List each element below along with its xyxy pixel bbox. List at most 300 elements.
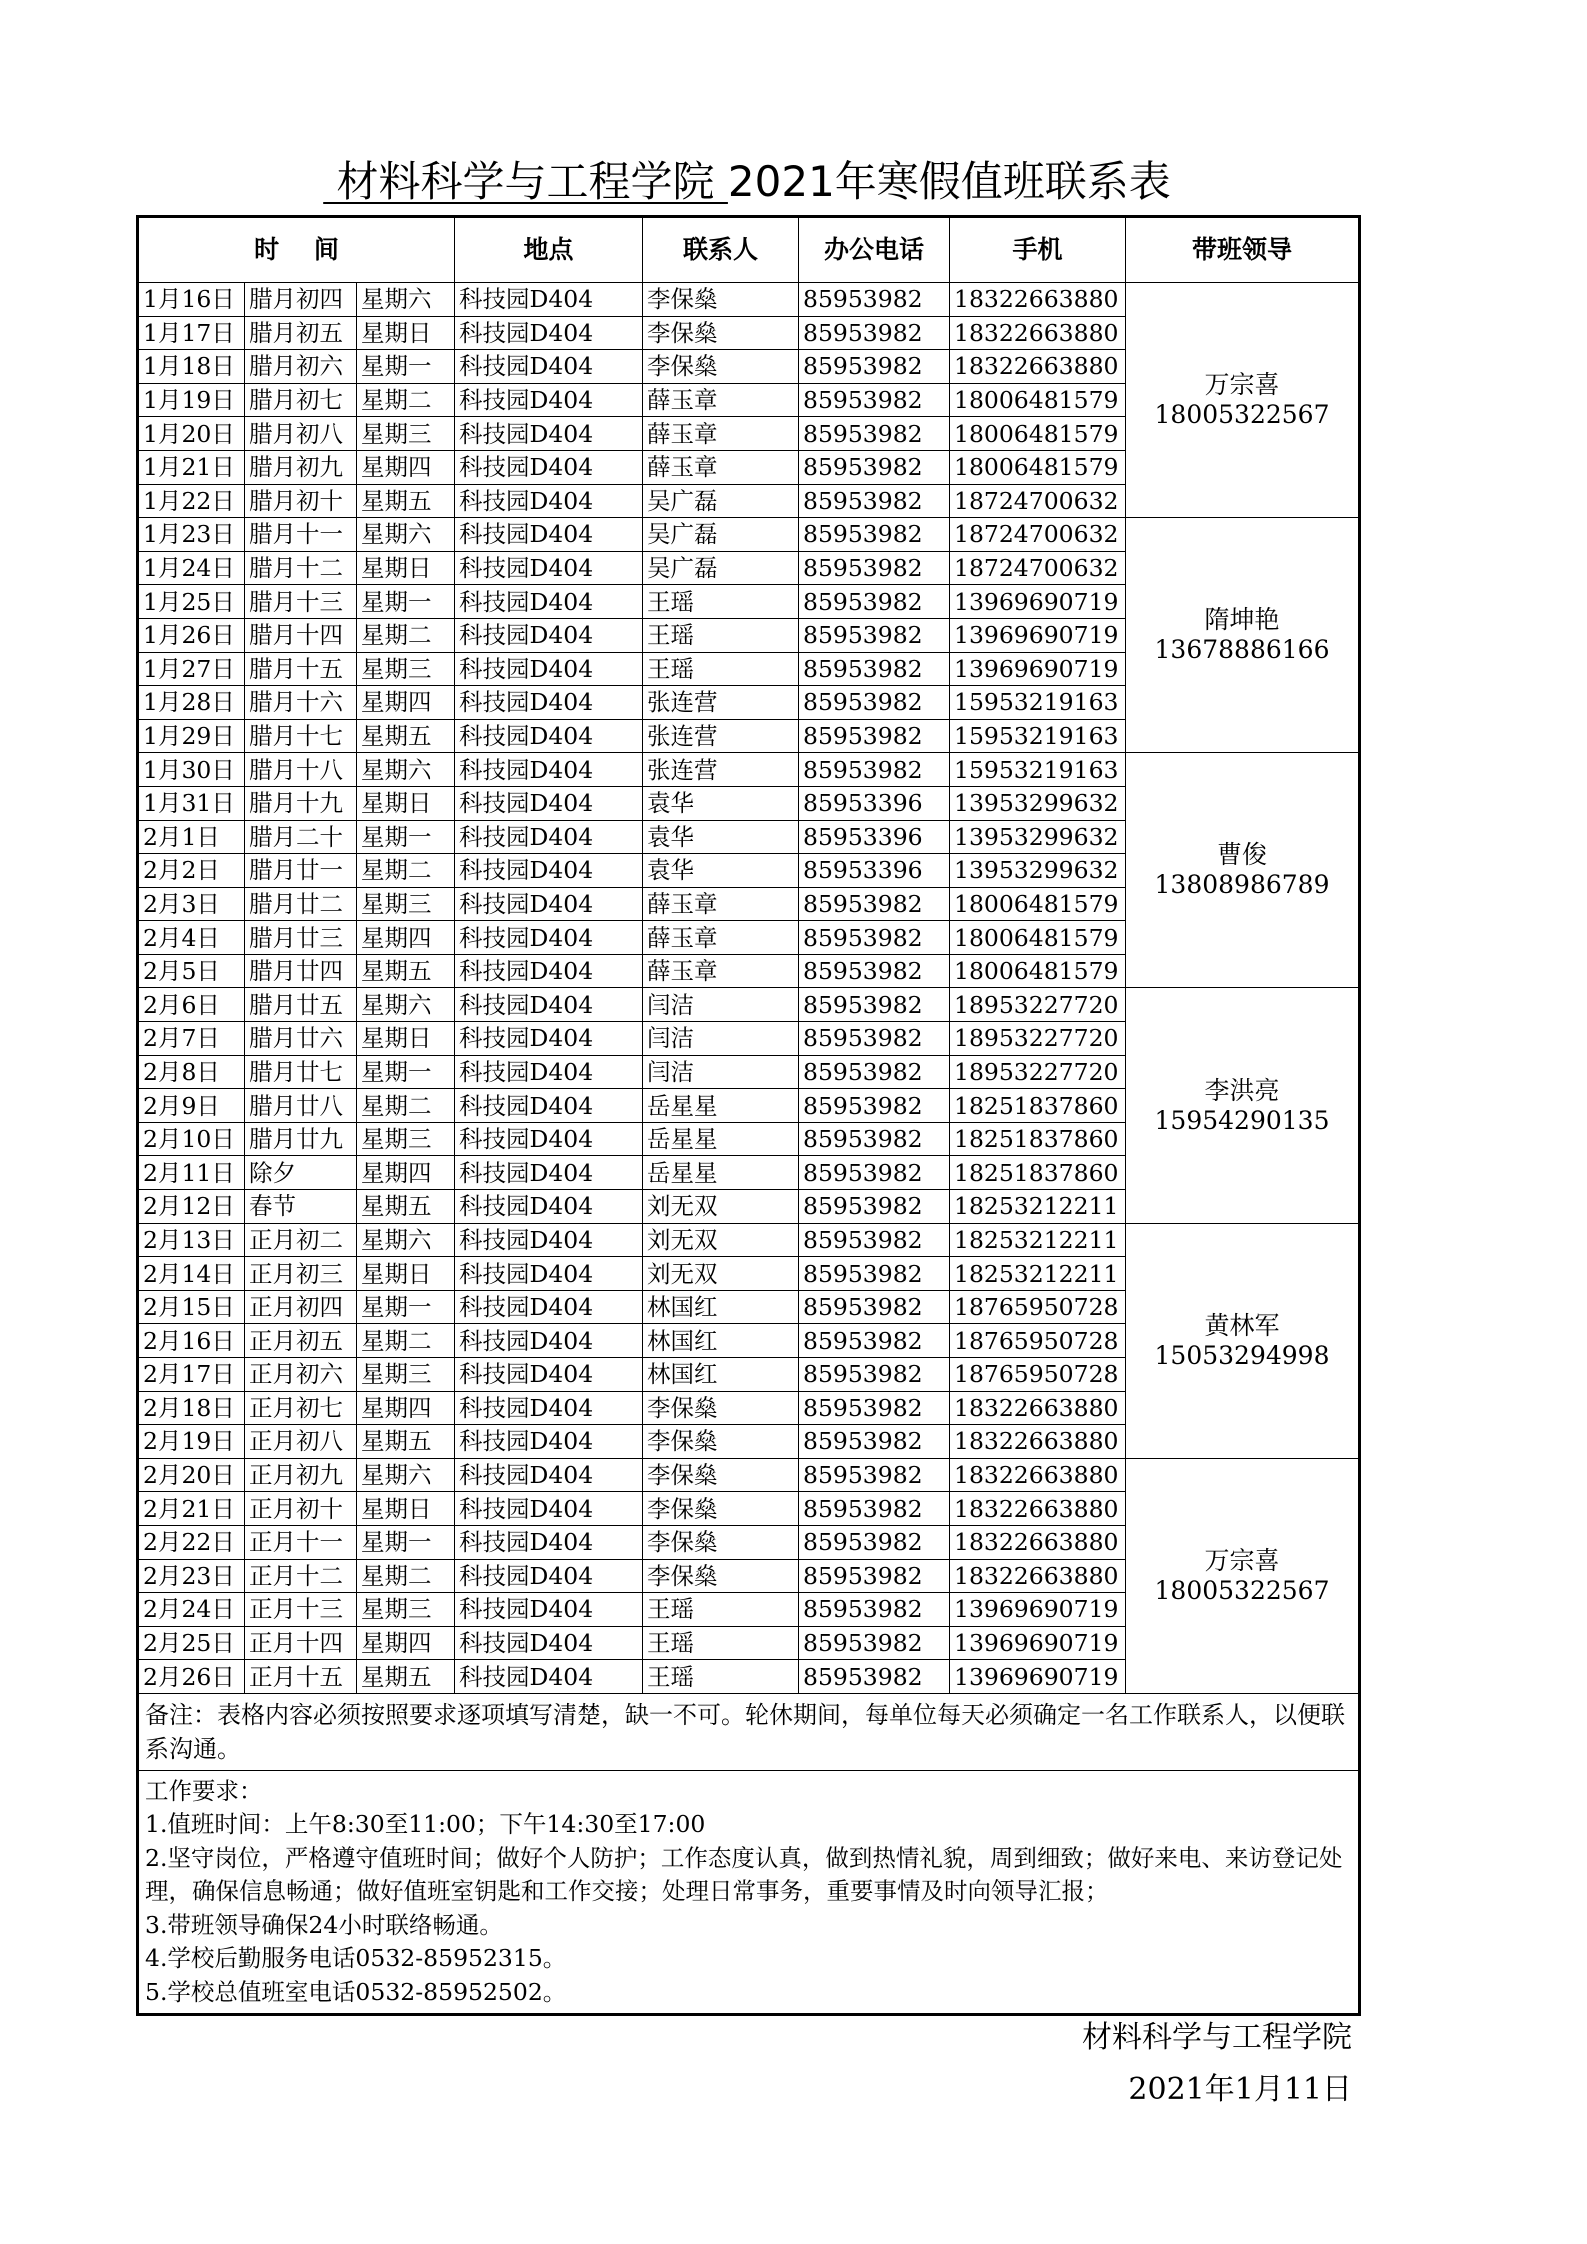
contact-cell: 刘无双 — [643, 1190, 799, 1224]
place-cell: 科技园D404 — [455, 988, 643, 1022]
place-cell: 科技园D404 — [455, 1055, 643, 1089]
date-cell: 1月23日 — [138, 518, 245, 552]
lunar-date-cell: 腊月十四 — [245, 618, 357, 652]
weekday-cell: 星期六 — [357, 518, 455, 552]
place-cell: 科技园D404 — [455, 350, 643, 384]
lunar-date-cell: 腊月廿一 — [245, 854, 357, 888]
office-phone-cell: 85953982 — [799, 1525, 950, 1559]
place-cell: 科技园D404 — [455, 1324, 643, 1358]
lunar-date-cell: 腊月十七 — [245, 719, 357, 753]
contact-cell: 吴广磊 — [643, 551, 799, 585]
office-phone-cell: 85953982 — [799, 719, 950, 753]
office-phone-cell: 85953982 — [799, 921, 950, 955]
contact-cell: 王瑶 — [643, 652, 799, 686]
office-phone-cell: 85953982 — [799, 551, 950, 585]
contact-cell: 李保燊 — [643, 283, 799, 317]
date-cell: 2月17日 — [138, 1358, 245, 1392]
mobile-cell: 18765950728 — [950, 1290, 1126, 1324]
weekday-cell: 星期二 — [357, 1559, 455, 1593]
lunar-date-cell: 正月初三 — [245, 1257, 357, 1291]
place-cell: 科技园D404 — [455, 618, 643, 652]
weekday-cell: 星期五 — [357, 719, 455, 753]
place-cell: 科技园D404 — [455, 719, 643, 753]
lunar-date-cell: 腊月初十 — [245, 484, 357, 518]
date-cell: 2月26日 — [138, 1660, 245, 1694]
requirement-item: 1.值班时间：上午8:30至11:00；下午14:30至17:00 — [145, 1810, 706, 1839]
date-cell: 2月25日 — [138, 1626, 245, 1660]
mobile-cell: 18006481579 — [950, 417, 1126, 451]
weekday-cell: 星期五 — [357, 484, 455, 518]
lunar-date-cell: 腊月十五 — [245, 652, 357, 686]
office-phone-cell: 85953982 — [799, 618, 950, 652]
mobile-cell: 18724700632 — [950, 518, 1126, 552]
date-cell: 2月15日 — [138, 1290, 245, 1324]
office-phone-cell: 85953982 — [799, 585, 950, 619]
weekday-cell: 星期二 — [357, 1324, 455, 1358]
place-cell: 科技园D404 — [455, 1425, 643, 1459]
office-phone-cell: 85953982 — [799, 1660, 950, 1694]
weekday-cell: 星期四 — [357, 1391, 455, 1425]
weekday-cell: 星期四 — [357, 1626, 455, 1660]
header-contact: 联系人 — [643, 217, 799, 283]
office-phone-cell: 85953982 — [799, 450, 950, 484]
lunar-date-cell: 正月十五 — [245, 1660, 357, 1694]
lunar-date-cell: 春节 — [245, 1190, 357, 1224]
leader-phone: 13808986789 — [1154, 870, 1330, 900]
weekday-cell: 星期一 — [357, 350, 455, 384]
leader-name: 李洪亮 — [1204, 1075, 1280, 1105]
lunar-date-cell: 除夕 — [245, 1156, 357, 1190]
date-cell: 1月17日 — [138, 316, 245, 350]
lunar-date-cell: 正月十一 — [245, 1525, 357, 1559]
mobile-cell: 18253212211 — [950, 1257, 1126, 1291]
office-phone-cell: 85953982 — [799, 988, 950, 1022]
mobile-cell: 18724700632 — [950, 484, 1126, 518]
mobile-cell: 18322663880 — [950, 1425, 1126, 1459]
lunar-date-cell: 腊月初五 — [245, 316, 357, 350]
date-cell: 2月14日 — [138, 1257, 245, 1291]
contact-cell: 闫洁 — [643, 1055, 799, 1089]
office-phone-cell: 85953982 — [799, 1223, 950, 1257]
office-phone-cell: 85953982 — [799, 1559, 950, 1593]
office-phone-cell: 85953396 — [799, 786, 950, 820]
office-phone-cell: 85953982 — [799, 1022, 950, 1056]
lunar-date-cell: 腊月十八 — [245, 753, 357, 787]
mobile-cell: 18953227720 — [950, 1022, 1126, 1056]
lunar-date-cell: 腊月初八 — [245, 417, 357, 451]
date-cell: 1月28日 — [138, 686, 245, 720]
place-cell: 科技园D404 — [455, 1559, 643, 1593]
place-cell: 科技园D404 — [455, 518, 643, 552]
table-row — [138, 753, 1360, 787]
contact-cell: 王瑶 — [643, 1626, 799, 1660]
contact-cell: 薛玉章 — [643, 954, 799, 988]
weekday-cell: 星期五 — [357, 1425, 455, 1459]
weekday-cell: 星期四 — [357, 450, 455, 484]
header-time: 时 间 — [138, 217, 455, 283]
lunar-date-cell: 正月十三 — [245, 1593, 357, 1627]
contact-cell: 张连营 — [643, 719, 799, 753]
place-cell: 科技园D404 — [455, 820, 643, 854]
mobile-cell: 18006481579 — [950, 954, 1126, 988]
place-cell: 科技园D404 — [455, 1593, 643, 1627]
lunar-date-cell: 腊月廿六 — [245, 1022, 357, 1056]
date-cell: 2月22日 — [138, 1525, 245, 1559]
weekday-cell: 星期五 — [357, 1660, 455, 1694]
date-cell: 2月16日 — [138, 1324, 245, 1358]
lunar-date-cell: 正月初二 — [245, 1223, 357, 1257]
leader-cell — [1126, 518, 1360, 753]
mobile-cell: 18322663880 — [950, 283, 1126, 317]
leader-phone: 15954290135 — [1154, 1105, 1330, 1135]
weekday-cell: 星期三 — [357, 1358, 455, 1392]
contact-cell: 李保燊 — [643, 350, 799, 384]
lunar-date-cell: 腊月初四 — [245, 283, 357, 317]
date-cell: 1月18日 — [138, 350, 245, 384]
date-cell: 2月5日 — [138, 954, 245, 988]
weekday-cell: 星期三 — [357, 652, 455, 686]
place-cell: 科技园D404 — [455, 854, 643, 888]
contact-cell: 岳星星 — [643, 1156, 799, 1190]
footer-date: 2021年1月11日 — [1128, 2072, 1352, 2107]
office-phone-cell: 85953396 — [799, 854, 950, 888]
date-cell: 2月6日 — [138, 988, 245, 1022]
office-phone-cell: 85953982 — [799, 954, 950, 988]
lunar-date-cell: 腊月二十 — [245, 820, 357, 854]
requirement-item: 2.坚守岗位，严格遵守值班时间；做好个人防护；工作态度认真，做到热情礼貌，周到细致；做好来电、来访登记处理，确保信息畅通；做好值班室钥匙和工作交接；处理日常事务，重要事情及时向领导汇报； — [145, 1843, 1343, 1906]
weekday-cell: 星期一 — [357, 820, 455, 854]
mobile-cell: 18322663880 — [950, 1391, 1126, 1425]
lunar-date-cell: 腊月十三 — [245, 585, 357, 619]
place-cell: 科技园D404 — [455, 921, 643, 955]
duty-table-body — [138, 283, 1360, 1694]
mobile-cell: 18006481579 — [950, 383, 1126, 417]
contact-cell: 王瑶 — [643, 1593, 799, 1627]
lunar-date-cell: 正月十四 — [245, 1626, 357, 1660]
leader-phone: 18005322567 — [1154, 1575, 1330, 1605]
place-cell: 科技园D404 — [455, 417, 643, 451]
contact-cell: 薛玉章 — [643, 450, 799, 484]
mobile-cell: 18953227720 — [950, 988, 1126, 1022]
office-phone-cell: 85953982 — [799, 350, 950, 384]
date-cell: 2月24日 — [138, 1593, 245, 1627]
mobile-cell: 18322663880 — [950, 1492, 1126, 1526]
weekday-cell: 星期六 — [357, 988, 455, 1022]
mobile-cell: 13953299632 — [950, 820, 1126, 854]
office-phone-cell: 85953982 — [799, 686, 950, 720]
weekday-cell: 星期四 — [357, 921, 455, 955]
contact-cell: 刘无双 — [643, 1223, 799, 1257]
title-org: 材料科学与工程学院 — [323, 157, 728, 206]
requirements-heading: 工作要求： — [145, 1776, 263, 1805]
weekday-cell: 星期日 — [357, 551, 455, 585]
place-cell: 科技园D404 — [455, 1626, 643, 1660]
office-phone-cell: 85953982 — [799, 1190, 950, 1224]
office-phone-cell: 85953982 — [799, 1290, 950, 1324]
office-phone-cell: 85953982 — [799, 417, 950, 451]
date-cell: 2月21日 — [138, 1492, 245, 1526]
place-cell: 科技园D404 — [455, 316, 643, 350]
contact-cell: 薛玉章 — [643, 417, 799, 451]
mobile-cell: 18953227720 — [950, 1055, 1126, 1089]
contact-cell: 王瑶 — [643, 1660, 799, 1694]
place-cell: 科技园D404 — [455, 1223, 643, 1257]
mobile-cell: 18322663880 — [950, 1525, 1126, 1559]
leader-cell — [1126, 1223, 1360, 1458]
place-cell: 科技园D404 — [455, 1089, 643, 1123]
lunar-date-cell: 正月初六 — [245, 1358, 357, 1392]
weekday-cell: 星期五 — [357, 954, 455, 988]
title-rest: 2021年寒假值班联系表 — [727, 157, 1171, 206]
date-cell: 2月11日 — [138, 1156, 245, 1190]
table-row — [138, 988, 1360, 1022]
mobile-cell: 18006481579 — [950, 887, 1126, 921]
lunar-date-cell: 正月初五 — [245, 1324, 357, 1358]
contact-cell: 袁华 — [643, 820, 799, 854]
place-cell: 科技园D404 — [455, 383, 643, 417]
header-leader: 带班领导 — [1126, 217, 1360, 283]
place-cell: 科技园D404 — [455, 1156, 643, 1190]
place-cell: 科技园D404 — [455, 1391, 643, 1425]
contact-cell: 王瑶 — [643, 585, 799, 619]
weekday-cell: 星期日 — [357, 316, 455, 350]
contact-cell: 张连营 — [643, 753, 799, 787]
office-phone-cell: 85953982 — [799, 484, 950, 518]
mobile-cell: 13969690719 — [950, 1626, 1126, 1660]
contact-cell: 李保燊 — [643, 316, 799, 350]
mobile-cell: 13969690719 — [950, 652, 1126, 686]
office-phone-cell: 85953982 — [799, 1593, 950, 1627]
place-cell: 科技园D404 — [455, 551, 643, 585]
leader-name: 黄林军 — [1204, 1310, 1280, 1340]
date-cell: 1月27日 — [138, 652, 245, 686]
office-phone-cell: 85953982 — [799, 1122, 950, 1156]
office-phone-cell: 85953982 — [799, 1391, 950, 1425]
mobile-cell: 18251837860 — [950, 1156, 1126, 1190]
office-phone-cell: 85953982 — [799, 1458, 950, 1492]
table-row — [138, 1223, 1360, 1257]
date-cell: 1月30日 — [138, 753, 245, 787]
weekday-cell: 星期日 — [357, 1257, 455, 1291]
date-cell: 1月25日 — [138, 585, 245, 619]
mobile-cell: 13969690719 — [950, 1660, 1126, 1694]
contact-cell: 袁华 — [643, 854, 799, 888]
date-cell: 2月13日 — [138, 1223, 245, 1257]
office-phone-cell: 85953982 — [799, 383, 950, 417]
contact-cell: 吴广磊 — [643, 518, 799, 552]
office-phone-cell: 85953982 — [799, 1626, 950, 1660]
lunar-date-cell: 正月十二 — [245, 1559, 357, 1593]
page-title — [136, 152, 1358, 212]
mobile-cell: 13953299632 — [950, 786, 1126, 820]
lunar-date-cell: 腊月初七 — [245, 383, 357, 417]
contact-cell: 袁华 — [643, 786, 799, 820]
office-phone-cell: 85953982 — [799, 1257, 950, 1291]
weekday-cell: 星期三 — [357, 1122, 455, 1156]
weekday-cell: 星期日 — [357, 1022, 455, 1056]
date-cell: 1月16日 — [138, 283, 245, 317]
mobile-cell: 18765950728 — [950, 1358, 1126, 1392]
mobile-cell: 15953219163 — [950, 686, 1126, 720]
place-cell: 科技园D404 — [455, 484, 643, 518]
place-cell: 科技园D404 — [455, 283, 643, 317]
leader-name: 万宗喜 — [1204, 1545, 1280, 1575]
requirements-block — [138, 1770, 1360, 2015]
note-text: 备注：表格内容必须按照要求逐项填写清楚，缺一不可。轮休期间，每单位每天必须确定一名工作联系人，以便联系沟通。 — [138, 1693, 1360, 1770]
contact-cell: 林国红 — [643, 1358, 799, 1392]
table-row — [138, 1458, 1360, 1492]
place-cell: 科技园D404 — [455, 686, 643, 720]
mobile-cell: 18322663880 — [950, 316, 1126, 350]
leader-cell — [1126, 283, 1360, 518]
place-cell: 科技园D404 — [455, 1358, 643, 1392]
mobile-cell: 18253212211 — [950, 1190, 1126, 1224]
date-cell: 2月23日 — [138, 1559, 245, 1593]
duty-table — [136, 215, 1361, 2016]
header-mobile: 手机 — [950, 217, 1126, 283]
mobile-cell: 18006481579 — [950, 921, 1126, 955]
place-cell: 科技园D404 — [455, 887, 643, 921]
mobile-cell: 18251837860 — [950, 1089, 1126, 1123]
weekday-cell: 星期四 — [357, 686, 455, 720]
weekday-cell: 星期三 — [357, 417, 455, 451]
date-cell: 2月20日 — [138, 1458, 245, 1492]
date-cell: 1月24日 — [138, 551, 245, 585]
office-phone-cell: 85953982 — [799, 887, 950, 921]
weekday-cell: 星期二 — [357, 854, 455, 888]
weekday-cell: 星期六 — [357, 1458, 455, 1492]
weekday-cell: 星期三 — [357, 1593, 455, 1627]
date-cell: 2月19日 — [138, 1425, 245, 1459]
contact-cell: 李保燊 — [643, 1559, 799, 1593]
office-phone-cell: 85953982 — [799, 652, 950, 686]
lunar-date-cell: 腊月十九 — [245, 786, 357, 820]
weekday-cell: 星期日 — [357, 786, 455, 820]
date-cell: 2月1日 — [138, 820, 245, 854]
requirement-item: 4.学校后勤服务电话0532-85952315。 — [145, 1944, 567, 1973]
place-cell: 科技园D404 — [455, 954, 643, 988]
lunar-date-cell: 腊月十六 — [245, 686, 357, 720]
contact-cell: 吴广磊 — [643, 484, 799, 518]
leader-phone: 15053294998 — [1154, 1340, 1330, 1370]
place-cell: 科技园D404 — [455, 1458, 643, 1492]
weekday-cell: 星期一 — [357, 1525, 455, 1559]
leader-name: 万宗喜 — [1204, 370, 1280, 400]
date-cell: 2月8日 — [138, 1055, 245, 1089]
weekday-cell: 星期日 — [357, 1492, 455, 1526]
date-cell: 2月9日 — [138, 1089, 245, 1123]
date-cell: 1月20日 — [138, 417, 245, 451]
place-cell: 科技园D404 — [455, 1190, 643, 1224]
weekday-cell: 星期一 — [357, 1290, 455, 1324]
office-phone-cell: 85953982 — [799, 1324, 950, 1358]
leader-phone: 13678886166 — [1154, 635, 1330, 665]
date-cell: 2月7日 — [138, 1022, 245, 1056]
contact-cell: 李保燊 — [643, 1391, 799, 1425]
mobile-cell: 13969690719 — [950, 618, 1126, 652]
office-phone-cell: 85953982 — [799, 1492, 950, 1526]
office-phone-cell: 85953982 — [799, 1156, 950, 1190]
mobile-cell: 18322663880 — [950, 1559, 1126, 1593]
mobile-cell: 13969690719 — [950, 585, 1126, 619]
office-phone-cell: 85953982 — [799, 283, 950, 317]
weekday-cell: 星期二 — [357, 618, 455, 652]
leader-phone: 18005322567 — [1154, 400, 1330, 430]
lunar-date-cell: 正月初九 — [245, 1458, 357, 1492]
requirements-row — [138, 1770, 1360, 2015]
contact-cell: 林国红 — [643, 1290, 799, 1324]
contact-cell: 薛玉章 — [643, 921, 799, 955]
mobile-cell: 18724700632 — [950, 551, 1126, 585]
contact-cell: 李保燊 — [643, 1492, 799, 1526]
weekday-cell: 星期一 — [357, 1055, 455, 1089]
requirement-item: 5.学校总值班室电话0532-85952502。 — [145, 1977, 567, 2006]
date-cell: 1月22日 — [138, 484, 245, 518]
weekday-cell: 星期六 — [357, 283, 455, 317]
place-cell: 科技园D404 — [455, 786, 643, 820]
date-cell: 1月21日 — [138, 450, 245, 484]
lunar-date-cell: 腊月初九 — [245, 450, 357, 484]
leader-cell — [1126, 988, 1360, 1223]
lunar-date-cell: 腊月廿九 — [245, 1122, 357, 1156]
office-phone-cell: 85953982 — [799, 1055, 950, 1089]
contact-cell: 李保燊 — [643, 1425, 799, 1459]
lunar-date-cell: 正月初八 — [245, 1425, 357, 1459]
place-cell: 科技园D404 — [455, 450, 643, 484]
place-cell: 科技园D404 — [455, 1525, 643, 1559]
date-cell: 1月31日 — [138, 786, 245, 820]
office-phone-cell: 85953982 — [799, 1425, 950, 1459]
lunar-date-cell: 腊月廿二 — [245, 887, 357, 921]
place-cell: 科技园D404 — [455, 753, 643, 787]
date-cell: 1月19日 — [138, 383, 245, 417]
place-cell: 科技园D404 — [455, 1660, 643, 1694]
lunar-date-cell: 正月初四 — [245, 1290, 357, 1324]
table-row — [138, 283, 1360, 317]
office-phone-cell: 85953982 — [799, 316, 950, 350]
header-office-phone: 办公电话 — [799, 217, 950, 283]
place-cell: 科技园D404 — [455, 1492, 643, 1526]
weekday-cell: 星期六 — [357, 753, 455, 787]
contact-cell: 李保燊 — [643, 1458, 799, 1492]
mobile-cell: 18251837860 — [950, 1122, 1126, 1156]
lunar-date-cell: 腊月廿七 — [245, 1055, 357, 1089]
date-cell: 2月3日 — [138, 887, 245, 921]
leader-cell — [1126, 753, 1360, 988]
contact-cell: 王瑶 — [643, 618, 799, 652]
requirement-item: 3.带班领导确保24小时联络畅通。 — [145, 1910, 503, 1939]
lunar-date-cell: 正月初十 — [245, 1492, 357, 1526]
mobile-cell: 18322663880 — [950, 1458, 1126, 1492]
lunar-date-cell: 腊月廿三 — [245, 921, 357, 955]
lunar-date-cell: 腊月廿五 — [245, 988, 357, 1022]
mobile-cell: 18006481579 — [950, 450, 1126, 484]
weekday-cell: 星期三 — [357, 887, 455, 921]
date-cell: 2月10日 — [138, 1122, 245, 1156]
weekday-cell: 星期一 — [357, 585, 455, 619]
table-row — [138, 518, 1360, 552]
place-cell: 科技园D404 — [455, 1290, 643, 1324]
lunar-date-cell: 腊月十二 — [245, 551, 357, 585]
weekday-cell: 星期二 — [357, 1089, 455, 1123]
lunar-date-cell: 腊月十一 — [245, 518, 357, 552]
mobile-cell: 18322663880 — [950, 350, 1126, 384]
mobile-cell: 15953219163 — [950, 719, 1126, 753]
contact-cell: 刘无双 — [643, 1257, 799, 1291]
leader-cell — [1126, 1458, 1360, 1693]
office-phone-cell: 85953982 — [799, 1089, 950, 1123]
lunar-date-cell: 正月初七 — [245, 1391, 357, 1425]
